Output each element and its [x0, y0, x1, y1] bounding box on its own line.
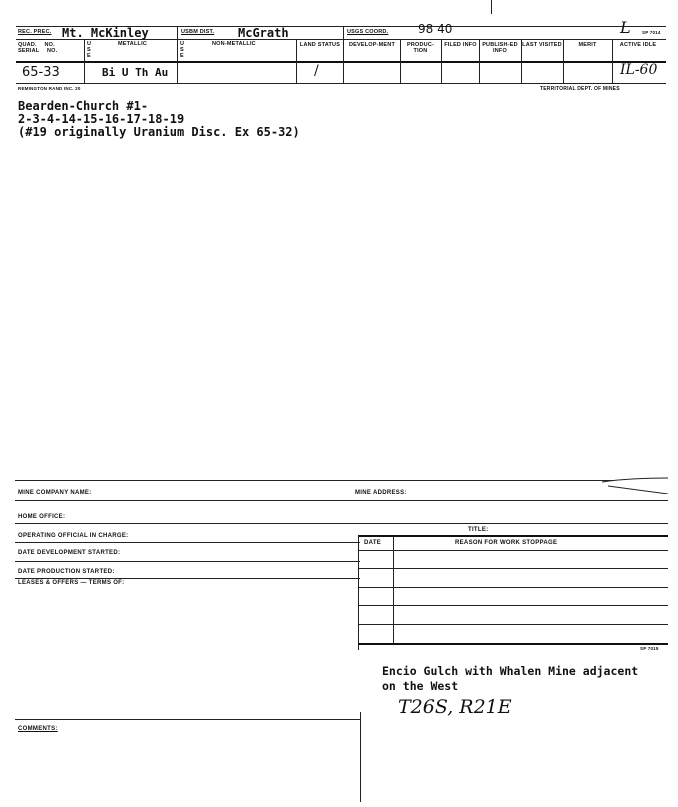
line-leases-bottom: [15, 719, 360, 720]
rec-prec-label: REC. PREC.: [18, 29, 52, 35]
location-note-line: Encio Gulch with Whalen Mine adjacent: [382, 664, 639, 678]
bottom-card-edge: [15, 480, 613, 481]
stoppage-header-line: [358, 550, 668, 551]
development-header: DEVELOP-MENT: [348, 42, 396, 48]
col-sep-active: [612, 39, 613, 83]
usbm-dist-label: USBM DIST.: [181, 29, 215, 35]
corner-mark: L: [620, 18, 631, 37]
handwritten-location: T26S, R21E: [398, 696, 512, 718]
stoppage-row-3: [358, 605, 668, 606]
stoppage-left-border: [358, 535, 359, 650]
territorial-dept: TERRITORIAL DEPT. OF MINES: [540, 86, 620, 92]
usgs-coord-value: 98 40: [418, 22, 453, 36]
line-official: [15, 542, 360, 543]
reason-stoppage-label: REASON FOR WORK STOPPAGE: [455, 540, 558, 546]
use-nonmetallic-header: U S E: [180, 41, 185, 59]
note-line: 2-3-4-14-15-16-17-18-19: [18, 112, 185, 126]
col-sep-land: [296, 39, 297, 83]
header-bottom-line: [16, 61, 666, 63]
land-status-value: /: [314, 63, 319, 79]
rec-prec-value: Mt. McKinley: [62, 26, 149, 40]
top-tick: [491, 0, 492, 14]
stoppage-bottom-line: [358, 643, 668, 645]
col-sep-metallic: [84, 39, 85, 83]
date-production-label: DATE PRODUCTION STARTED:: [18, 569, 115, 575]
quad-no-header: QUAD. NO.: [18, 42, 55, 48]
stoppage-date-sep: [393, 535, 394, 643]
operating-official-label: OPERATING OFFICIAL IN CHARGE:: [18, 533, 129, 539]
stoppage-row-4: [358, 624, 668, 625]
stoppage-row-2: [358, 587, 668, 588]
comments-label: COMMENTS:: [18, 726, 58, 732]
quad-no-value: 65-33: [22, 65, 60, 80]
production-header: PRODUC-TION: [406, 42, 435, 54]
date-column-label: DATE: [364, 540, 382, 546]
usbm-dist-value: McGrath: [238, 26, 289, 40]
usgs-coord-label: USGS COORD.: [347, 29, 389, 35]
leases-offers-label: LEASES & OFFERS — TERMS OF:: [18, 580, 125, 586]
published-info-header: PUBLISH-ED INFO: [482, 42, 518, 54]
mine-address-label: MINE ADDRESS:: [355, 490, 407, 496]
nonmetallic-header: NON-METALLIC: [212, 41, 256, 47]
serial-no-header: SERIAL NO.: [18, 48, 58, 54]
location-note-line: on the West: [382, 679, 459, 693]
notes-block: [18, 100, 300, 139]
line-title: [358, 535, 668, 537]
active-idle-value: IL-60: [620, 62, 658, 78]
stoppage-row-1: [358, 568, 668, 569]
use-metallic-header: U S E: [87, 41, 92, 59]
title-label: TITLE:: [468, 527, 489, 533]
metallic-header: METALLIC: [118, 41, 147, 47]
printer-imprint: REMINGTON RAND INC. 20: [18, 86, 81, 91]
date-development-label: DATE DEVELOPMENT STARTED:: [18, 550, 121, 556]
col-sep-usgs: [343, 26, 344, 83]
line-home-office: [15, 523, 668, 524]
last-visited-header: LAST VISITED: [522, 42, 562, 48]
location-note: [382, 664, 638, 694]
merit-header: MERIT: [578, 42, 597, 48]
home-office-label: HOME OFFICE:: [18, 514, 66, 520]
line-production: [15, 578, 360, 579]
note-line: Bearden-Church #1-: [18, 99, 149, 113]
form-code-bottom: SP 7015: [640, 646, 659, 651]
comments-right-border: [360, 712, 361, 802]
mine-company-name-label: MINE COMPANY NAME:: [18, 490, 92, 496]
form-code-top: SP 7014: [642, 30, 661, 35]
line-development: [15, 561, 360, 562]
quad-serial-header: [18, 42, 82, 54]
row-bottom-line: [16, 83, 666, 84]
line-company: [15, 500, 668, 501]
curled-corner: [600, 474, 670, 494]
active-idle-header: ACTIVE IDLE: [619, 42, 657, 48]
metallic-value: Bi U Th Au: [102, 66, 169, 79]
note-line: (#19 originally Uranium Disc. Ex 65-32): [18, 125, 300, 139]
land-status-header: LAND STATUS: [299, 42, 341, 48]
filed-info-header: FILED INFO: [444, 42, 477, 48]
col-sep-usbm: [177, 26, 178, 83]
